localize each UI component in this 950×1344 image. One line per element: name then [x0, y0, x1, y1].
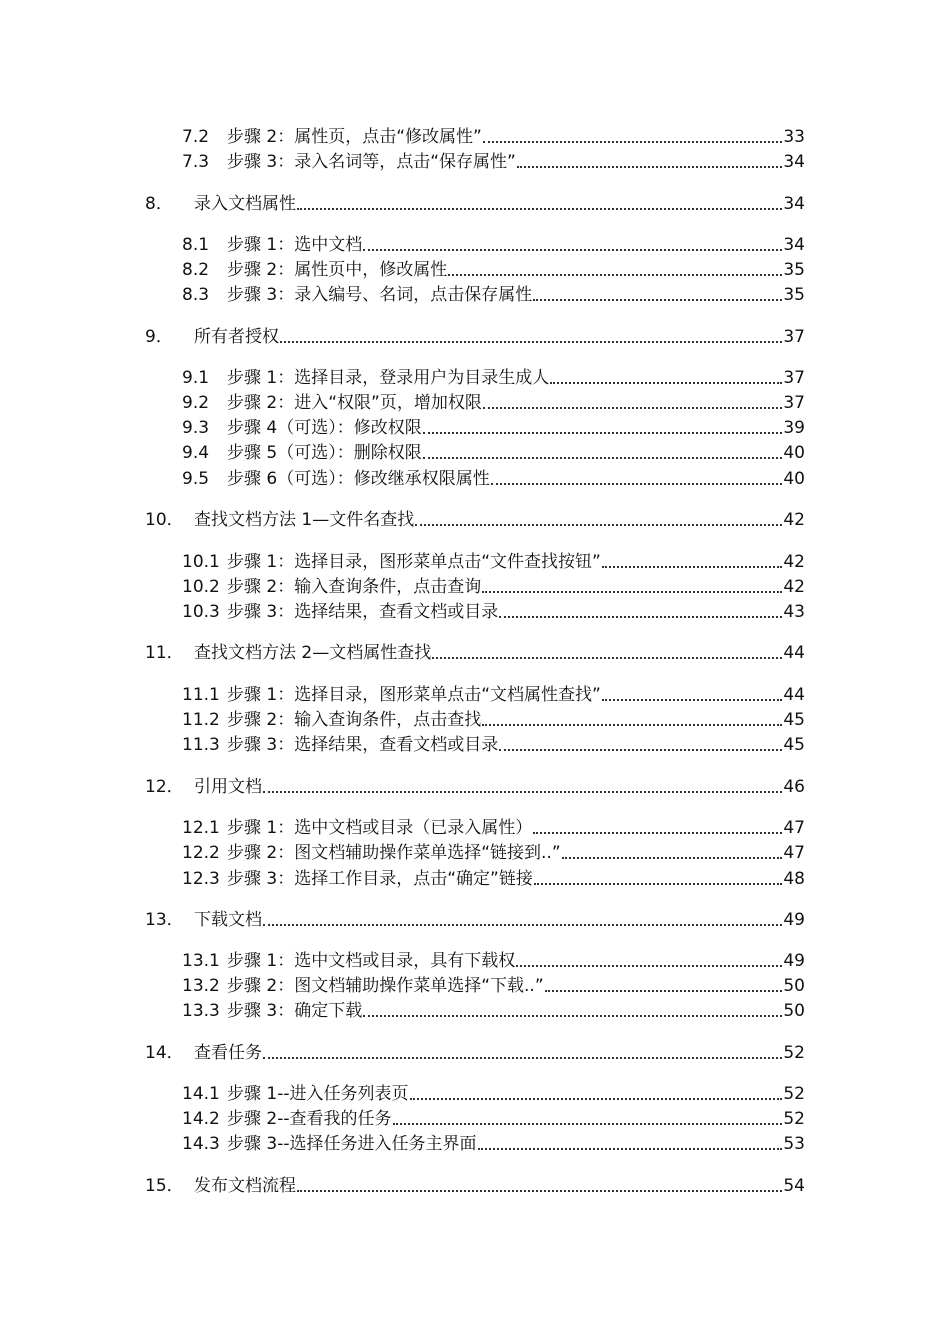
- toc-entry-page: 45: [783, 710, 805, 730]
- toc-entry-page: 42: [783, 510, 805, 530]
- toc-entry-page: 53: [783, 1134, 805, 1154]
- toc-entry-title: 步骤 1：选中文档: [227, 235, 363, 255]
- toc-entry-page: 47: [783, 843, 805, 863]
- toc-entry-title: 步骤 1--进入任务列表页: [227, 1084, 409, 1104]
- toc-entry-title: 步骤 2：进入“权限”页，增加权限: [227, 393, 482, 413]
- toc-entry-number: 10．: [145, 510, 184, 530]
- toc-entry-title: 步骤 2：输入查询条件，点击查找: [227, 710, 482, 730]
- dot-leader: [562, 857, 783, 859]
- dot-leader: [363, 249, 782, 251]
- dot-leader: [499, 616, 782, 618]
- toc-entry-13[interactable]: [145, 908, 805, 932]
- toc-entry-page: 44: [783, 643, 805, 663]
- toc-entry-title: 步骤 3：确定下载: [227, 1001, 363, 1021]
- toc-entry-9-4[interactable]: [182, 441, 805, 465]
- toc-entry-title: 查看任务: [194, 1043, 262, 1063]
- toc-entry-number: 10.2: [182, 577, 220, 597]
- toc-entry-page: 37: [783, 327, 805, 347]
- toc-entry-title: 步骤 3：选择工作目录，点击“确定”链接: [227, 869, 533, 889]
- toc-entry-number: 11.2: [182, 710, 220, 730]
- toc-entry-number: 9.5: [182, 469, 210, 489]
- toc-entry-11-2[interactable]: [182, 708, 805, 732]
- toc-entry-title: 步骤 2：输入查询条件，点击查询: [227, 577, 482, 597]
- toc-entry-number: 14.3: [182, 1134, 220, 1154]
- dot-leader: [363, 1015, 782, 1017]
- toc-entry-page: 48: [783, 869, 805, 889]
- toc-entry-page: 49: [783, 910, 805, 930]
- toc-entry-number: 7.3: [182, 152, 210, 172]
- dot-leader: [423, 457, 783, 459]
- toc-entry-11[interactable]: [145, 641, 805, 665]
- toc-entry-12-1[interactable]: [182, 816, 805, 840]
- toc-entry-number: 12.3: [182, 869, 220, 889]
- toc-entry-number: 14.1: [182, 1084, 220, 1104]
- toc-entry-13-3[interactable]: [182, 999, 805, 1023]
- dot-leader: [423, 432, 783, 434]
- toc-entry-number: 9.2: [182, 393, 210, 413]
- toc-entry-title: 录入文档属性: [194, 194, 296, 214]
- toc-entry-12[interactable]: [145, 775, 805, 799]
- toc-entry-14-1[interactable]: [182, 1082, 805, 1106]
- toc-entry-page: 50: [783, 976, 805, 996]
- toc-entry-title: 步骤 3：选择结果，查看文档或目录: [227, 735, 499, 755]
- toc-entry-page: 40: [783, 443, 805, 463]
- dot-leader: [533, 832, 782, 834]
- toc-entry-title: 步骤 3：录入编号、名词，点击保存属性: [227, 285, 533, 305]
- toc-entry-title: 所有者授权: [194, 327, 279, 347]
- toc-entry-page: 35: [783, 285, 805, 305]
- toc-entry-page: 39: [783, 418, 805, 438]
- toc-entry-title: 步骤 3--选择任务进入任务主界面: [227, 1134, 477, 1154]
- toc-entry-page: 45: [783, 735, 805, 755]
- dot-leader: [478, 1148, 783, 1150]
- toc-entry-number: 8.2: [182, 260, 210, 280]
- toc-entry-title: 步骤 2：属性页，点击“修改属性”: [227, 127, 482, 147]
- toc-entry-number: 13．: [145, 910, 184, 930]
- toc-entry-12-2[interactable]: [182, 841, 805, 865]
- toc-entry-page: 37: [783, 393, 805, 413]
- toc-entry-8-3[interactable]: [182, 283, 805, 307]
- toc-entry-title: 查找文档方法 2—文档属性查找: [194, 643, 432, 663]
- toc-entry-8-2[interactable]: [182, 258, 805, 282]
- toc-entry-14-2[interactable]: [182, 1107, 805, 1131]
- toc-entry-page: 37: [783, 368, 805, 388]
- toc-entry-10-2[interactable]: [182, 575, 805, 599]
- toc-entry-page: 52: [783, 1084, 805, 1104]
- toc-entry-number: 8.3: [182, 285, 210, 305]
- dot-leader: [263, 1057, 782, 1059]
- dot-leader: [483, 141, 783, 143]
- toc-entry-number: 10.3: [182, 602, 220, 622]
- toc-entry-10-3[interactable]: [182, 600, 805, 624]
- toc-entry-page: 44: [783, 685, 805, 705]
- toc-entry-title: 发布文档流程: [194, 1176, 296, 1196]
- dot-leader: [602, 566, 783, 568]
- dot-leader: [415, 524, 782, 526]
- toc-entry-number: 9.1: [182, 368, 210, 388]
- dot-leader: [602, 699, 783, 701]
- toc-entry-title: 步骤 2：属性页中，修改属性: [227, 260, 448, 280]
- toc-entry-number: 14．: [145, 1043, 184, 1063]
- dot-leader: [516, 965, 782, 967]
- dot-leader: [499, 749, 782, 751]
- toc-entry-11-3[interactable]: [182, 733, 805, 757]
- dot-leader: [432, 657, 782, 659]
- toc-entry-title: 引用文档: [194, 777, 262, 797]
- toc-entry-8[interactable]: [145, 192, 805, 216]
- dot-leader: [280, 341, 782, 343]
- toc-entry-page: 43: [783, 602, 805, 622]
- toc-entry-page: 34: [783, 194, 805, 214]
- dot-leader: [550, 382, 782, 384]
- toc-entry-page: 40: [783, 469, 805, 489]
- toc-entry-9[interactable]: [145, 325, 805, 349]
- toc-entry-10-1[interactable]: [182, 550, 805, 574]
- toc-entry-title: 步骤 3：选择结果，查看文档或目录: [227, 602, 499, 622]
- toc-entry-page: 46: [783, 777, 805, 797]
- toc-entry-title: 步骤 1：选中文档或目录（已录入属性）: [227, 818, 533, 838]
- dot-leader: [263, 791, 782, 793]
- toc-entry-number: 12．: [145, 777, 184, 797]
- toc-entry-14-3[interactable]: [182, 1132, 805, 1156]
- toc-entry-9-5[interactable]: [182, 467, 805, 491]
- toc-entry-number: 8.1: [182, 235, 210, 255]
- toc-entry-page: 34: [783, 152, 805, 172]
- toc-entry-page: 50: [783, 1001, 805, 1021]
- dot-leader: [534, 883, 783, 885]
- dot-leader: [297, 208, 782, 210]
- toc-entry-number: 13.3: [182, 1001, 220, 1021]
- toc-entry-title: 步骤 1：选择目录，图形菜单点击“文件查找按钮”: [227, 552, 601, 572]
- dot-leader: [482, 591, 782, 593]
- toc-entry-7-2[interactable]: [182, 125, 805, 149]
- dot-leader: [263, 924, 782, 926]
- toc-entry-page: 47: [783, 818, 805, 838]
- toc-entry-number: 7.2: [182, 127, 210, 147]
- toc-entry-9-2[interactable]: [182, 391, 805, 415]
- toc-entry-page: 52: [783, 1109, 805, 1129]
- toc-entry-title: 下载文档: [194, 910, 262, 930]
- toc-entry-number: 13.1: [182, 951, 220, 971]
- toc-entry-14[interactable]: [145, 1041, 805, 1065]
- toc-entry-page: 33: [783, 127, 805, 147]
- toc-entry-11-1[interactable]: [182, 683, 805, 707]
- toc-entry-page: 52: [783, 1043, 805, 1063]
- toc-entry-7-3[interactable]: [182, 150, 805, 174]
- toc-entry-title: 步骤 2--查看我的任务: [227, 1109, 392, 1129]
- toc-entry-number: 12.2: [182, 843, 220, 863]
- toc-entry-number: 14.2: [182, 1109, 220, 1129]
- toc-entry-page: 34: [783, 235, 805, 255]
- toc-entry-9-1[interactable]: [182, 366, 805, 390]
- toc-entry-10[interactable]: [145, 508, 805, 532]
- toc-entry-page: 42: [783, 552, 805, 572]
- toc-entry-13-1[interactable]: [182, 949, 805, 973]
- toc-entry-number: 12.1: [182, 818, 220, 838]
- toc-entry-title: 步骤 1：选择目录，图形菜单点击“文档属性查找”: [227, 685, 601, 705]
- toc-entry-title: 步骤 1：选中文档或目录，具有下载权: [227, 951, 516, 971]
- dot-leader: [482, 724, 782, 726]
- dot-leader: [491, 483, 783, 485]
- toc-entry-title: 步骤 3：录入名词等，点击“保存属性”: [227, 152, 516, 172]
- toc-entry-12-3[interactable]: [182, 867, 805, 891]
- toc-entry-title: 步骤 6（可选）：修改继承权限属性: [227, 469, 490, 489]
- dot-leader: [410, 1098, 783, 1100]
- toc-entry-title: 步骤 5（可选）：删除权限: [227, 443, 422, 463]
- toc-entry-number: 11．: [145, 643, 184, 663]
- dot-leader: [517, 166, 783, 168]
- toc-entry-number: 9.4: [182, 443, 210, 463]
- toc-entry-page: 49: [783, 951, 805, 971]
- toc-entry-8-1[interactable]: [182, 233, 805, 257]
- toc-entry-title: 步骤 4（可选）：修改权限: [227, 418, 422, 438]
- toc-entry-title: 步骤 2：图文档辅助操作菜单选择“链接到..”: [227, 843, 561, 863]
- toc-entry-page: 54: [783, 1176, 805, 1196]
- toc-entry-number: 11.3: [182, 735, 220, 755]
- toc-entry-number: 15．: [145, 1176, 184, 1196]
- dot-leader: [545, 990, 783, 992]
- toc-entry-number: 11.1: [182, 685, 220, 705]
- toc-entry-15[interactable]: [145, 1174, 805, 1198]
- toc-entry-page: 42: [783, 577, 805, 597]
- toc-entry-number: 9．: [145, 327, 173, 347]
- toc-entry-number: 9.3: [182, 418, 210, 438]
- toc-entry-title: 查找文档方法 1—文件名查找: [194, 510, 415, 530]
- toc-entry-title: 步骤 2：图文档辅助操作菜单选择“下载..”: [227, 976, 544, 996]
- dot-leader: [533, 299, 782, 301]
- toc-entry-number: 13.2: [182, 976, 220, 996]
- dot-leader: [448, 274, 782, 276]
- toc-entry-number: 8．: [145, 194, 173, 214]
- dot-leader: [297, 1190, 782, 1192]
- toc-entry-title: 步骤 1：选择目录，登录用户为目录生成人: [227, 368, 550, 388]
- toc-entry-13-2[interactable]: [182, 974, 805, 998]
- dot-leader: [393, 1123, 783, 1125]
- toc-entry-number: 10.1: [182, 552, 220, 572]
- toc-entry-9-3[interactable]: [182, 416, 805, 440]
- toc-entry-page: 35: [783, 260, 805, 280]
- dot-leader: [483, 407, 783, 409]
